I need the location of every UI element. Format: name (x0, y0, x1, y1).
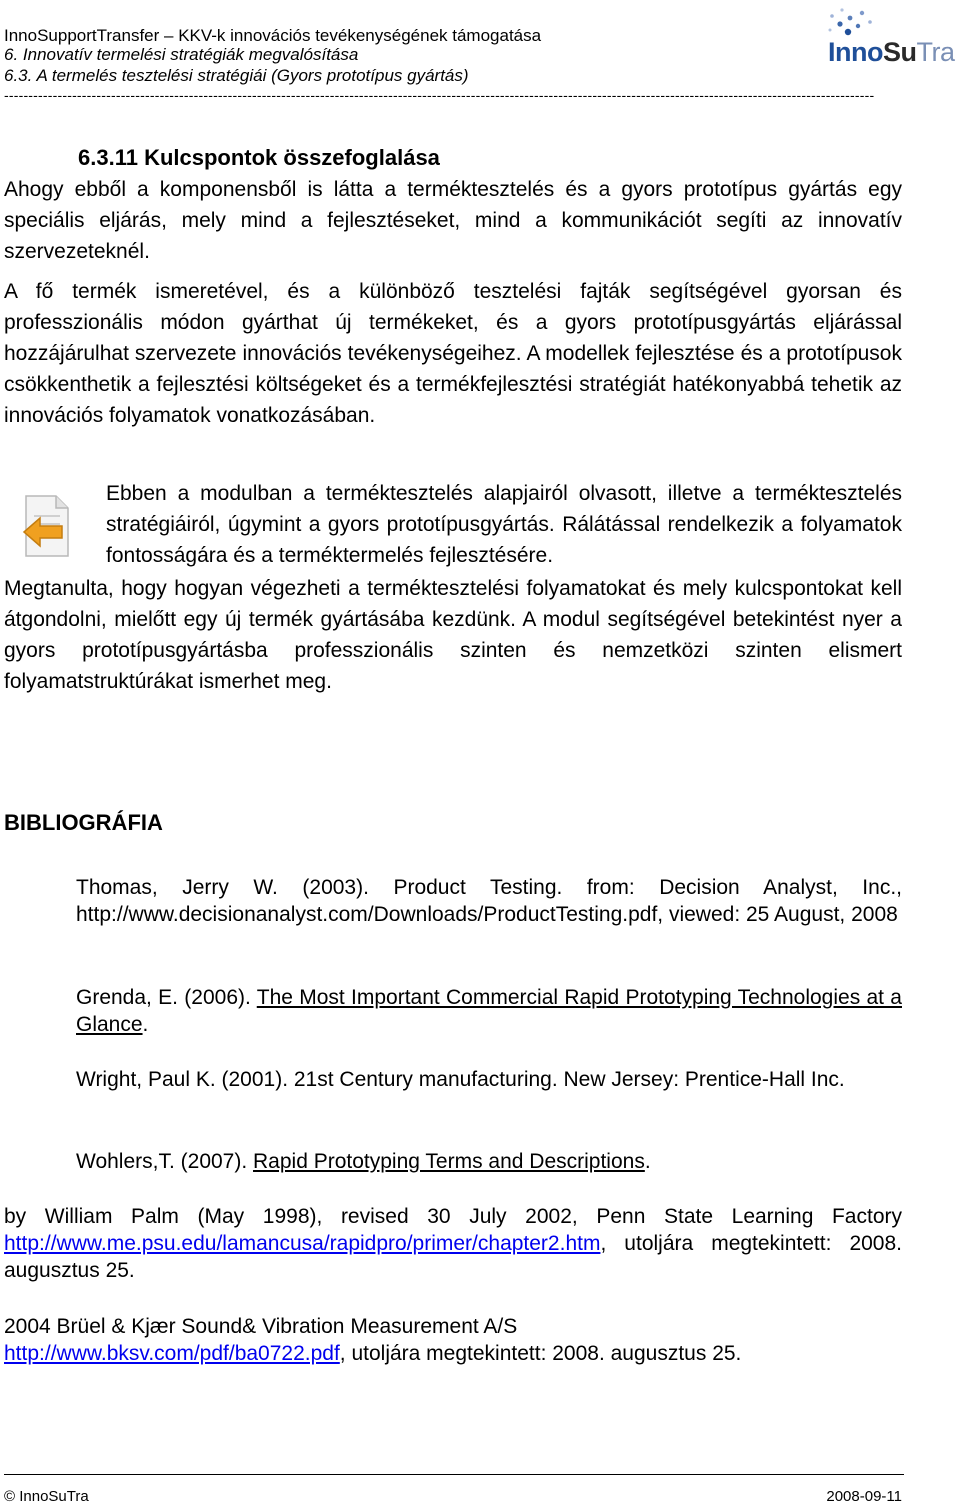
link-psu-primer[interactable]: http://www.me.psu.edu/lamancusa/rapidpro/primer/chapter2.htm (4, 1232, 601, 1255)
paragraph-intro: Ahogy ebből a komponensből is látta a terméktesztelés és a gyors prototípus gyártás egy speciális eljárás, mely mind a fejlesztéseket, mind a kommunikációt segíti az innovatív szervezeteknél. (4, 178, 902, 263)
bib-entry-bksv: 2004 Brüel & Kjær Sound& Vibration Measurement A/S http://www.bksv.com/pdf/ba0722.pdf, utoljára megtekintett: 2008. augusztus 25. (4, 1315, 742, 1365)
bib-entry-palm: by William Palm (May 1998), revised 30 July 2002, Penn State Learning Factory http://www.me.psu.edu/lamancusa/rapidpro/primer/chapter2.htm, utoljára megtekintett: 2008. augusztus 25. (4, 1205, 902, 1282)
header-title: InnoSupportTransfer – KKV-k innovációs tevékenységének támogatása (4, 26, 542, 45)
paragraph-summary-indented: Ebben a modulban a terméktesztelés alapjairól olvasott, illetve a terméktesztelés stratégiáiról, úgymint a gyors prototípusgyártás. Rálátással rendelkezik a folyamatok fontosságára és a terméktermelés fejlesztésére. (106, 482, 902, 567)
innosutra-logo (824, 6, 960, 68)
logo-wordmark: InnoSuTra (828, 37, 955, 67)
link-bksv-pdf[interactable]: http://www.bksv.com/pdf/ba0722.pdf (4, 1342, 340, 1365)
header-separator: ----------------------------------------------------------------------------------------------------------------------------------------------------------------------------------- (4, 87, 875, 103)
bib-title-wohlers: Rapid Prototyping Terms and Descriptions (253, 1150, 645, 1173)
bib-title-grenda: The Most Important Commercial Rapid Prototyping Technologies at a Glance (76, 986, 902, 1036)
header-subchapter: 6.3. A termelés tesztelési stratégiái (Gyors prototípus gyártás) (4, 66, 469, 85)
paragraph-summary-continued: Megtanulta, hogy hogyan végezheti a terméktesztelési folyamatokat és mely kulcspontokat kell átgondolni, mielőtt egy új termék gyártásába kezdünk. A modul segítségével betekintést nyer a gyors prototípusgyártásba professzionális szinten és nemzetközi szinten elismert folyamatstruktúrákat ismerhet meg. (4, 577, 902, 693)
section-title: 6.3.11 Kulcspontok összefoglalása (78, 145, 440, 170)
bib-entry-wright: Wright, Paul K. (2001). 21st Century manufacturing. New Jersey: Prentice-Hall Inc. (76, 1068, 845, 1091)
bib-entry-thomas: Thomas, Jerry W. (2003). Product Testing. from: Decision Analyst, Inc., http://www.decisionanalyst.com/Downloads/ProductTesting.pdf, viewed: 25 August, 2008 (76, 876, 902, 926)
logo-dots-icon (824, 6, 960, 40)
bibliography-title: BIBLIOGRÁFIA (4, 810, 163, 835)
back-arrow-document-icon (18, 494, 72, 558)
paragraph-main: A fő termék ismeretével, és a különböző tesztelési fajták segítségével gyorsan és professzionális módon gyárthat új termékeket, és a gyors prototípusgyártás eljárással hozzájárulhat szervezete innovációs tevékenységeihez. A modellek fejlesztése és a prototípusok csökkenthetik a fejlesztési költségeket és a termékfejlesztési stratégiát hatékonyabbá tehetik az innovációs folyamatok vonatkozásában. (4, 280, 902, 427)
bib-entry-wohlers: Wohlers,T. (2007). Rapid Prototyping Terms and Descriptions. (76, 1150, 651, 1173)
footer-date: 2008-09-11 (826, 1488, 902, 1505)
header-chapter: 6. Innovatív termelési stratégiák megvalósítása (4, 45, 359, 64)
footer-copyright: © InnoSuTra (4, 1488, 89, 1505)
bib-entry-grenda: Grenda, E. (2006). The Most Important Commercial Rapid Prototyping Technologies at a Glance. (76, 986, 902, 1036)
footer-rule (4, 1474, 904, 1475)
